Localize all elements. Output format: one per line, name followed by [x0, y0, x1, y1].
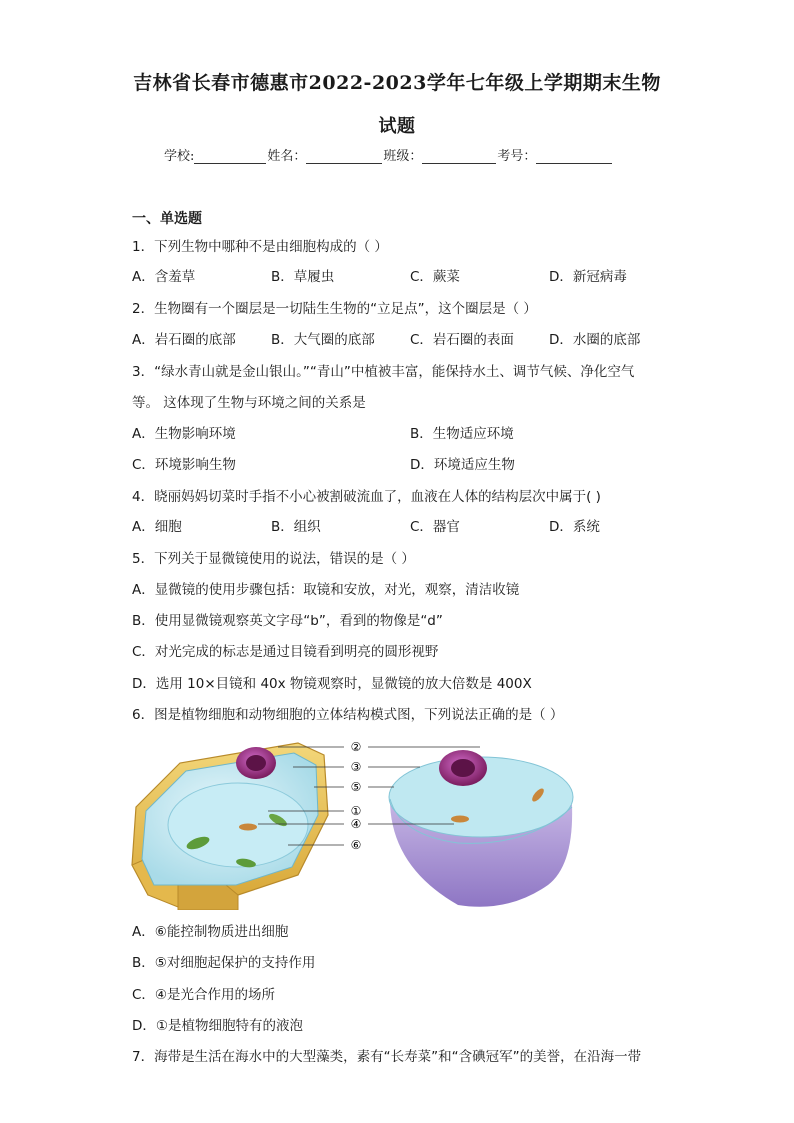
q5-option-c: C．对光完成的标志是通过目镜看到明亮的圆形视野 — [132, 644, 439, 660]
name-blank — [306, 149, 382, 164]
label-2: ② — [350, 740, 362, 754]
page-title-line2: 试题 — [378, 116, 416, 137]
q6-option-d: D．①是植物细胞特有的液泡 — [132, 1018, 303, 1034]
q2-option-a: A．岩石圈的底部 — [132, 332, 236, 348]
label-5: ⑤ — [350, 780, 362, 794]
question-3-options-row2 — [132, 453, 672, 471]
school-blank — [194, 149, 266, 164]
q3-option-b: B．生物适应环境 — [410, 426, 514, 442]
plant-cell — [132, 743, 328, 910]
question-3-stem-line2: 等。 这体现了生物与环境之间的关系是 — [132, 395, 366, 411]
q4-option-b: B．组织 — [271, 519, 321, 535]
animal-cell — [389, 750, 573, 907]
q2-option-c: C．岩石圈的表面 — [410, 332, 514, 348]
nucleolus — [246, 755, 266, 771]
q5-option-b: B．使用显微镜观察英文字母“b”，看到的物像是“d” — [132, 613, 443, 629]
question-1-options — [132, 265, 672, 283]
q1-option-c: C．蕨菜 — [410, 269, 460, 285]
question-6-stem: 6．图是植物细胞和动物细胞的立体结构模式图，下列说法正确的是（ ） — [132, 707, 564, 723]
q4-option-d: D．系统 — [549, 519, 600, 535]
exam-number-label: 考号： — [497, 149, 537, 164]
label-6: ⑥ — [350, 838, 362, 852]
q4-option-a: A．细胞 — [132, 519, 182, 535]
question-7-stem: 7．海带是生活在海水中的大型藻类，素有“长寿菜”和“含碘冠军”的美誉，在沿海一带 — [132, 1049, 642, 1065]
page-title-line1: 吉林省长春市德惠市2022-2023学年七年级上学期期末生物 — [133, 72, 661, 94]
label-3: ③ — [350, 760, 362, 774]
mitochondrion — [239, 824, 257, 831]
question-4-options — [132, 515, 672, 533]
q6-option-b: B．⑤对细胞起保护的支持作用 — [132, 955, 316, 971]
question-3-options-row1 — [132, 422, 672, 440]
q4-option-c: C．器官 — [410, 519, 460, 535]
q6-option-c: C．④是光合作用的场所 — [132, 987, 276, 1003]
vacuole — [168, 783, 308, 867]
student-info-line — [164, 145, 613, 164]
name-label: 姓名： — [267, 149, 307, 164]
q5-option-d: D．选用 10×目镜和 40x 物镜观察时，显微镜的放大倍数是 400X — [132, 676, 532, 692]
q3-option-c: C．环境影响生物 — [132, 457, 236, 473]
q6-option-a: A．⑥能控制物质进出细胞 — [132, 924, 289, 940]
question-1-stem: 1．下列生物中哪种不是由细胞构成的（ ） — [132, 239, 388, 255]
q2-option-d: D．水圈的底部 — [549, 332, 641, 348]
animal-mitochondrion — [451, 816, 469, 823]
school-label: 学校: — [164, 149, 195, 164]
cell-structure-figure — [128, 735, 688, 910]
question-2-options — [132, 328, 672, 346]
q3-option-a: A．生物影响环境 — [132, 426, 236, 442]
q1-option-d: D．新冠病毒 — [549, 269, 627, 285]
question-5-stem: 5．下列关于显微镜使用的说法，错误的是（ ） — [132, 551, 415, 567]
class-blank — [422, 149, 496, 164]
q1-option-b: B．草履虫 — [271, 269, 335, 285]
q5-option-a: A．显微镜的使用步骤包括：取镜和安放，对光，观察，清洁收镜 — [132, 582, 520, 598]
question-2-stem: 2．生物圈有一个圈层是一切陆生生物的“立足点”，这个圈层是（ ） — [132, 301, 537, 317]
label-4: ④ — [350, 817, 362, 831]
label-1: ① — [350, 804, 362, 818]
q1-option-a: A．含羞草 — [132, 269, 196, 285]
animal-nucleolus — [451, 759, 475, 777]
question-3-stem-line1: 3．“绿水青山就是金山银山。”“青山”中植被丰富，能保持水土、调节气候、净化空气 — [132, 364, 635, 380]
section-title: 一、单选题 — [132, 211, 202, 227]
q3-option-d: D．环境适应生物 — [410, 457, 515, 473]
class-label: 班级： — [383, 149, 423, 164]
q2-option-b: B．大气圈的底部 — [271, 332, 375, 348]
figure-labels — [351, 740, 362, 852]
exam-number-blank — [536, 149, 612, 164]
question-4-stem: 4．晓丽妈妈切菜时手指不小心被割破流血了，血液在人体的结构层次中属于( ) — [132, 489, 601, 505]
cell-diagram-svg — [128, 735, 688, 910]
